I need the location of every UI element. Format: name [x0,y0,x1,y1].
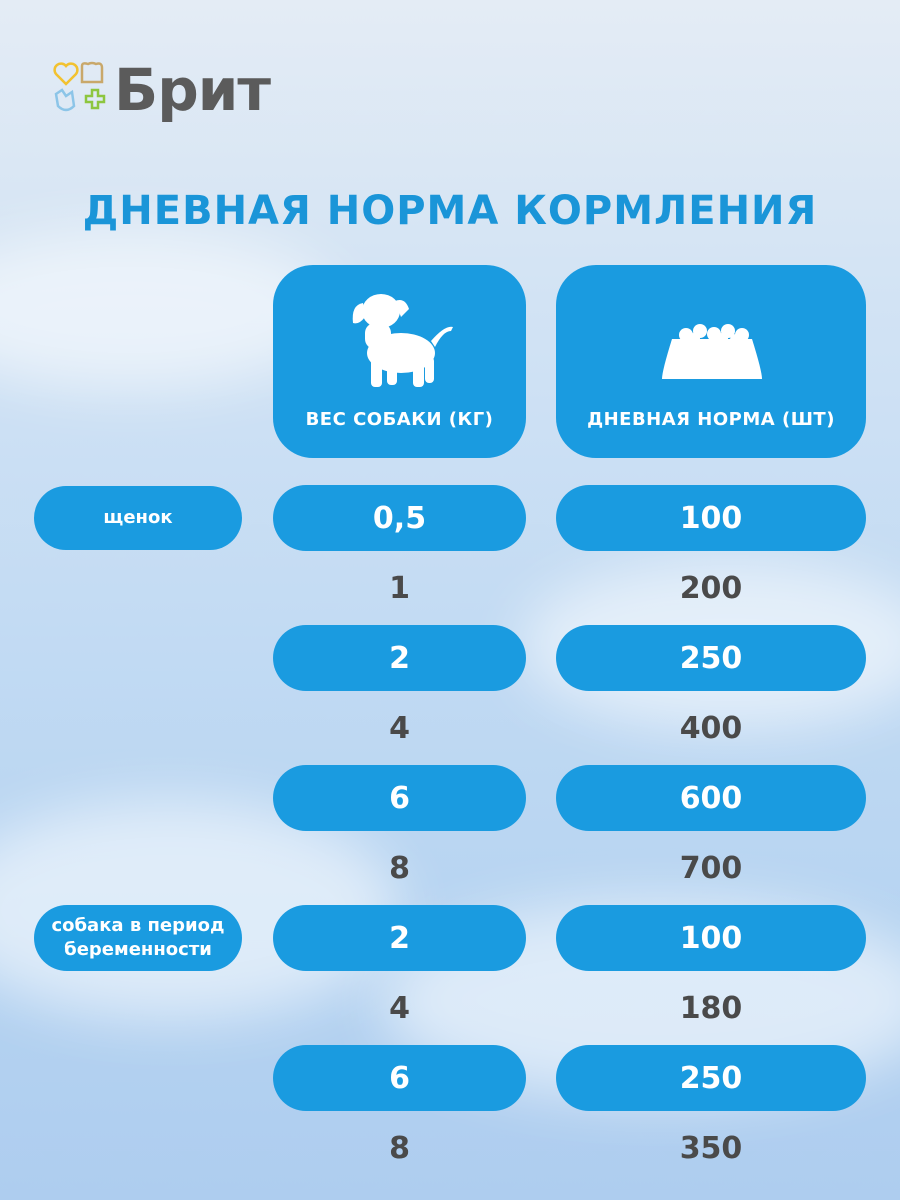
weight-cell: 8 [389,850,410,886]
brand-logo [52,56,270,124]
norm-cell: 600 [556,765,866,831]
norm-cell: 250 [556,625,866,691]
logo-icons [52,60,112,120]
norm-header-label: ДНЕВНАЯ НОРМА (ШТ) [587,409,835,430]
norm-cell: 200 [679,570,743,606]
weight-cell: 4 [389,990,410,1026]
norm-cell: 180 [679,990,743,1026]
weight-cell: 2 [273,905,526,971]
food-bowl-icon [656,321,768,383]
weight-cell: 0,5 [273,485,526,551]
weight-cell: 2 [273,625,526,691]
norm-cell: 350 [679,1130,743,1166]
norm-cell: 700 [679,850,743,886]
page-title: ДНЕВНАЯ НОРМА КОРМЛЕНИЯ [82,188,818,234]
norm-cell: 400 [679,710,743,746]
weight-header-label: ВЕС СОБАКИ (КГ) [305,409,494,430]
weight-cell: 6 [273,1045,526,1111]
norm-header-card [556,265,866,458]
group-label-puppy: щенок [34,486,242,550]
weight-cell: 8 [389,1130,410,1166]
weight-cell: 6 [273,765,526,831]
weight-cell: 4 [389,710,410,746]
norm-cell: 100 [556,905,866,971]
weight-header-card [273,265,526,458]
pets-cross-icon [52,60,112,120]
group-label-pregnant: собака в период беременности [34,905,242,971]
weight-cell: 1 [389,570,410,606]
norm-cell: 100 [556,485,866,551]
brand-name: Брит [114,56,270,124]
puppy-icon [343,283,455,395]
norm-cell: 250 [556,1045,866,1111]
